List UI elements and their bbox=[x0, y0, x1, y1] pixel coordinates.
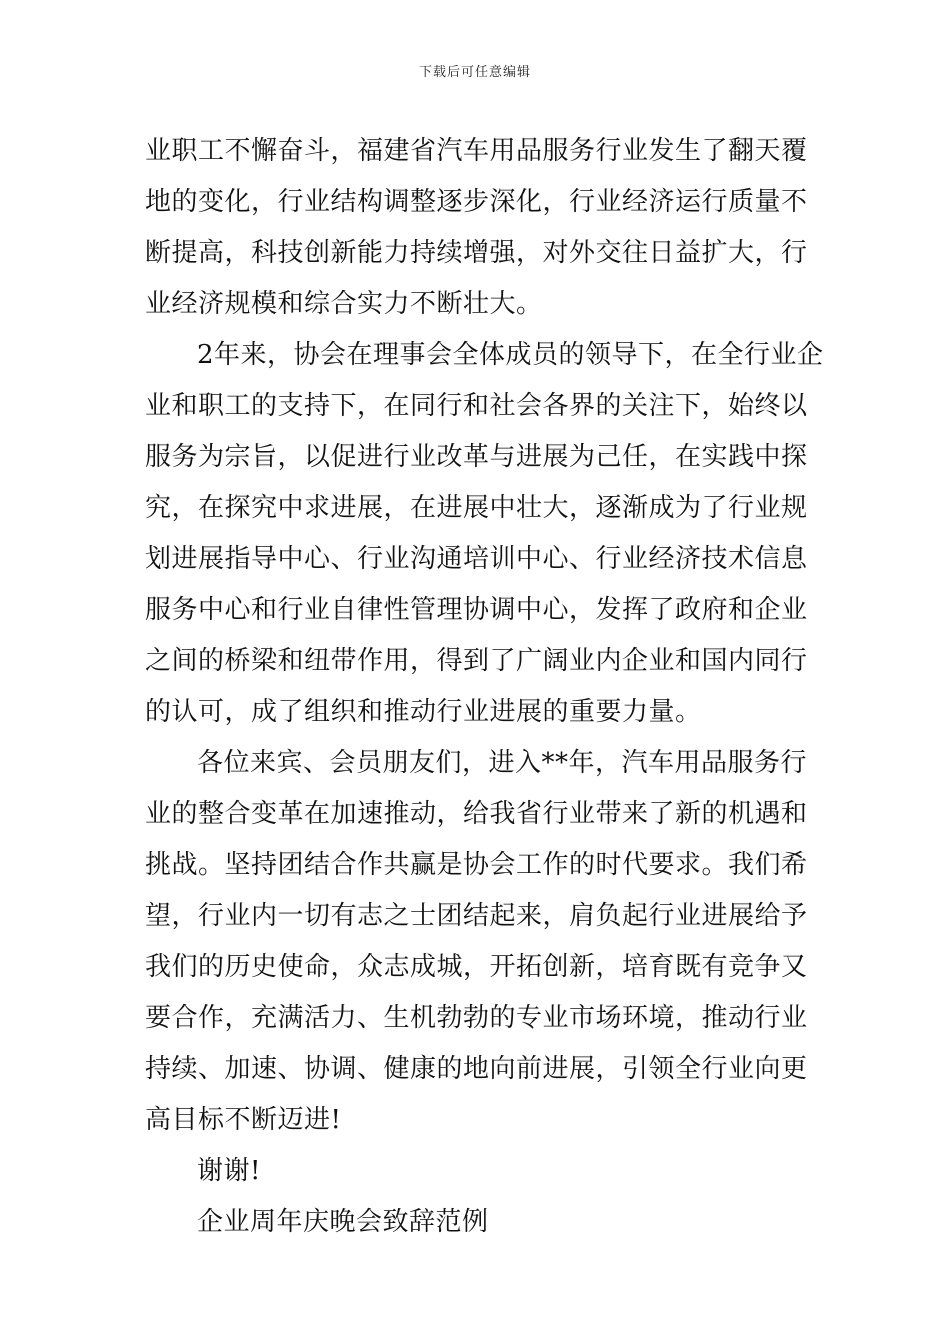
text-line: 地的变化，行业结构调整逐步深化，行业经济运行质量不 bbox=[145, 187, 808, 217]
text-line: 我们的历史使命，众志成城，开拓创新，培育既有竞争又 bbox=[145, 952, 808, 982]
paragraph-start-line: 2年来，协会在理事会全体成员的领导下，在全行业企 bbox=[197, 340, 824, 370]
text-line: 的认可，成了组织和推动行业进展的重要力量。 bbox=[145, 697, 702, 727]
text-line: 高目标不断迈进! bbox=[145, 1105, 342, 1135]
document-body bbox=[145, 126, 824, 1248]
text-line: 服务为宗旨，以促进行业改革与进展为己任，在实践中探 bbox=[145, 442, 808, 472]
text-line: 业经济规模和综合实力不断壮大。 bbox=[145, 289, 543, 319]
paragraph-start-line: 各位来宾、会员朋友们，进入**年，汽车用品服务行 bbox=[197, 748, 808, 778]
page-header: 下载后可任意编辑 bbox=[418, 65, 531, 80]
closing-line: 谢谢! bbox=[197, 1156, 261, 1186]
section-title-line: 企业周年庆晚会致辞范例 bbox=[197, 1207, 489, 1237]
text-line: 划进展指导中心、行业沟通培训中心、行业经济技术信息 bbox=[145, 544, 808, 574]
text-line: 断提高，科技创新能力持续增强，对外交往日益扩大，行 bbox=[145, 238, 808, 268]
text-line: 业的整合变革在加速推动，给我省行业带来了新的机遇和 bbox=[145, 799, 808, 829]
text-line: 之间的桥梁和纽带作用，得到了广阔业内企业和国内同行 bbox=[145, 646, 808, 676]
text-line: 要合作，充满活力、生机勃勃的专业市场环境，推动行业 bbox=[145, 1003, 808, 1033]
text-line: 业职工不懈奋斗，福建省汽车用品服务行业发生了翻天覆 bbox=[145, 136, 808, 166]
text-line: 持续、加速、协调、健康的地向前进展，引领全行业向更 bbox=[145, 1054, 808, 1084]
text-line: 业和职工的支持下，在同行和社会各界的关注下，始终以 bbox=[145, 391, 808, 421]
text-line: 究，在探究中求进展，在进展中壮大，逐渐成为了行业规 bbox=[145, 493, 808, 523]
text-line: 挑战。坚持团结合作共赢是协会工作的时代要求。我们希 bbox=[145, 850, 808, 880]
text-line: 望，行业内一切有志之士团结起来，肩负起行业进展给予 bbox=[145, 901, 808, 931]
text-line: 服务中心和行业自律性管理协调中心，发挥了政府和企业 bbox=[145, 595, 808, 625]
